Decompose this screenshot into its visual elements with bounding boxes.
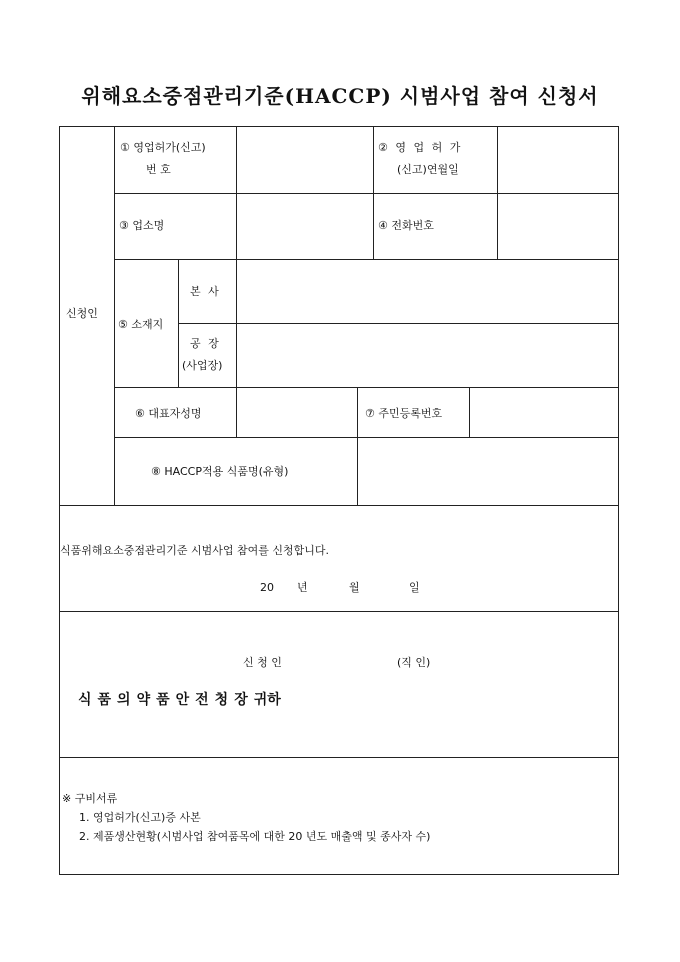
divider: [236, 259, 237, 387]
date-month: 월: [349, 581, 360, 594]
license-date-label: ② 영 업 허 가: [378, 141, 463, 154]
license-number-label: ① 영업허가(신고): [120, 141, 206, 154]
divider: [114, 387, 619, 388]
factory-label-2: (사업장): [182, 359, 223, 372]
divider: [114, 193, 619, 194]
resident-number-label: ⑦ 주민등록번호: [365, 407, 443, 420]
divider: [178, 259, 179, 387]
divider: [114, 127, 115, 505]
business-name-label: ③ 업소명: [119, 219, 165, 232]
phone-label: ④ 전화번호: [378, 219, 434, 232]
divider: [60, 757, 619, 758]
factory-label: 공 장: [190, 337, 221, 350]
date-year: 년: [297, 581, 308, 594]
divider: [236, 387, 237, 437]
divider: [60, 505, 619, 506]
divider: [178, 323, 619, 324]
representative-label: ⑥ 대표자성명: [135, 407, 202, 420]
recipient-name: 식품의약품안전청장: [78, 692, 254, 708]
seal-label: (직 인): [397, 656, 431, 669]
applicant-section-label: 신청인: [66, 307, 98, 320]
application-form-table: [59, 126, 619, 875]
divider: [114, 437, 619, 438]
date-year-prefix: 20: [260, 581, 274, 594]
divider: [469, 387, 470, 437]
declaration-text: 식품위해요소중점관리기준 시범사업 참여를 신청합니다.: [60, 544, 330, 557]
recipient-honorific: 귀하: [253, 692, 281, 708]
divider: [497, 127, 498, 259]
form-title: 위해요소중점관리기준(HACCP) 시범사업 참여 신청서: [81, 84, 599, 108]
haccp-product-label: ⑧ HACCP적용 식품명(유형): [151, 465, 289, 478]
divider: [373, 127, 374, 259]
divider: [236, 127, 237, 259]
divider: [60, 611, 619, 612]
attachment-item: 2. 제품생산현황(시범사업 참여품목에 대한 20 년도 매출액 및 종사자 수): [79, 830, 431, 843]
divider: [357, 387, 358, 437]
head-office-label: 본 사: [190, 285, 221, 298]
license-number-label-2: 번 호: [146, 163, 171, 176]
attachment-item: 1. 영업허가(신고)증 사본: [79, 811, 201, 824]
attachments-header: ※ 구비서류: [62, 792, 118, 805]
recipient-line: [78, 693, 281, 708]
divider: [114, 259, 619, 260]
applicant-sign-label: 신 청 인: [243, 656, 282, 669]
license-date-label-2: (신고)연월일: [397, 163, 459, 176]
location-label: ⑤ 소재지: [118, 318, 164, 331]
date-day: 일: [409, 581, 420, 594]
divider: [357, 437, 358, 505]
